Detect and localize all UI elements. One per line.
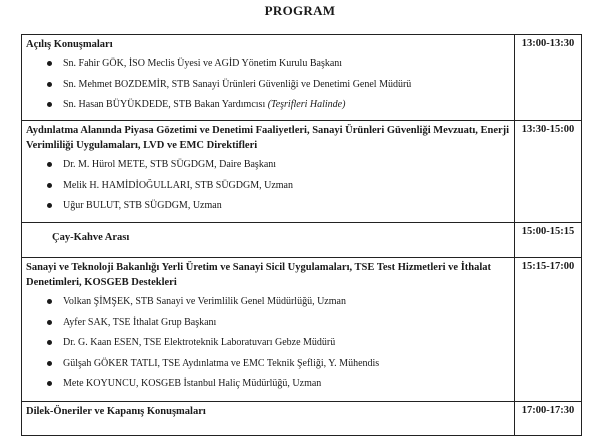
bullet-icon: [47, 361, 52, 366]
session-content: [22, 121, 515, 223]
speaker-text: Dr. G. Kaan ESEN, TSE Elektroteknik Laboratuvarı Gebze Müdürü: [63, 337, 336, 348]
speaker-text: Sn. Fahir GÖK, İSO Meclis Üyesi ve AGİD Yönetim Kurulu Başkanı: [63, 58, 343, 69]
session-content: [22, 258, 515, 402]
speaker-item: [26, 176, 510, 197]
session-heading: Sanayi ve Teknoloji Bakanlığı Yerli Üretim ve Sanayi Sicil Uygulamaları, TSE Test Hizmetleri ve İthalat Denetimleri, KOSGEB Destekleri: [26, 262, 492, 288]
session-row: [22, 258, 582, 402]
bullet-icon: [47, 299, 52, 304]
session-time: 15:00-15:15: [515, 223, 582, 258]
speaker-list: [26, 54, 510, 116]
session-content: [22, 402, 515, 436]
speaker-item: [26, 95, 510, 116]
session-time: 15:15-17:00: [515, 258, 582, 402]
bullet-icon: [47, 61, 52, 66]
program-table: [21, 34, 582, 436]
speaker-item: [26, 354, 510, 375]
session-row: [22, 35, 582, 121]
speaker-list: [26, 155, 510, 217]
session-row: [22, 121, 582, 223]
speaker-item: [26, 155, 510, 176]
speaker-text: Sn. Hasan BÜYÜKDEDE, STB Bakan Yardımcısı: [63, 99, 268, 110]
speaker-item: [26, 196, 510, 217]
speaker-item: [26, 374, 510, 395]
bullet-icon: [47, 102, 52, 107]
session-time: 13:00-13:30: [515, 35, 582, 121]
session-heading: Çay-Kahve Arası: [52, 232, 130, 243]
speaker-text: Melik H. HAMİDİOĞULLARI, STB SÜGDGM, Uzman: [63, 179, 293, 191]
session-time: 17:00-17:30: [515, 402, 582, 436]
speaker-text: Volkan ŞİMŞEK, STB Sanayi ve Verimlilik Genel Müdürlüğü, Uzman: [63, 296, 346, 307]
speaker-item: [26, 54, 510, 75]
bullet-icon: [47, 162, 52, 167]
bullet-icon: [47, 320, 52, 325]
speaker-text: Dr. M. Hürol METE, STB SÜGDGM, Daire Başkanı: [63, 159, 277, 170]
speaker-item: [26, 292, 510, 313]
bullet-icon: [47, 381, 52, 386]
session-content: [22, 223, 515, 258]
speaker-item: [26, 313, 510, 334]
speaker-item: [26, 333, 510, 354]
speaker-text: Uğur BULUT, STB SÜGDGM, Uzman: [63, 200, 222, 211]
session-heading: Aydınlatma Alanında Piyasa Gözetimi ve Denetimi Faaliyetleri, Sanayi Ürünleri Güvenliği Mevzuatı, Enerji Verimliliği Uygulamaları, LVD ve EMC Direktifleri: [26, 125, 510, 151]
bullet-icon: [47, 82, 52, 87]
bullet-icon: [47, 203, 52, 208]
session-heading: Dilek-Öneriler ve Kapanış Konuşmaları: [26, 406, 206, 417]
speaker-text: Mete KOYUNCU, KOSGEB İstanbul Haliç Müdürlüğü, Uzman: [63, 378, 322, 389]
session-row: [22, 402, 582, 436]
speaker-text: Gülşah GÖKER TATLI, TSE Aydınlatma ve EMC Teknik Şefliği, Y. Mühendis: [63, 357, 380, 369]
speaker-item: [26, 75, 510, 96]
page-title: PROGRAM: [264, 3, 336, 18]
session-time: 13:30-15:00: [515, 121, 582, 223]
speaker-text: Sn. Mehmet BOZDEMİR, STB Sanayi Ürünleri Güvenliği ve Denetimi Genel Müdürü: [63, 78, 412, 90]
speaker-note: (Teşrifleri Halinde): [267, 99, 346, 110]
session-heading: Açılış Konuşmaları: [26, 39, 113, 50]
speaker-list: [26, 292, 510, 395]
session-content: [22, 35, 515, 121]
bullet-icon: [47, 340, 52, 345]
session-row: [22, 223, 582, 258]
speaker-text: Ayfer SAK, TSE İthalat Grup Başkanı: [63, 316, 217, 328]
bullet-icon: [47, 183, 52, 188]
